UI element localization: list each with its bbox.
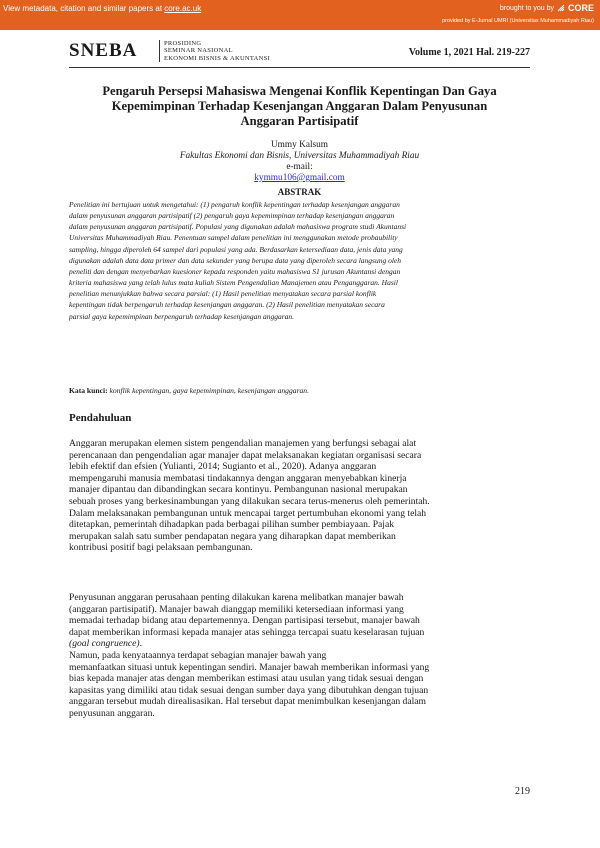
abstract-heading: ABSTRAK xyxy=(277,187,322,197)
section-heading: Pendahuluan xyxy=(69,412,132,424)
email-link[interactable]: kymmu106@gmail.com xyxy=(254,173,345,183)
email-label: e-mail: xyxy=(286,162,313,172)
paragraph-line-rest: Namun, pada kenyataannya terdapat sebagian manajer bawah yang xyxy=(69,649,327,661)
paragraph-line: manajer dipantau dan dibandingkan secara kontinyu. Pembangunan nasional merupakan xyxy=(69,484,408,496)
abstract-text xyxy=(69,199,530,322)
title-line: Anggaran Partisipatif xyxy=(240,114,359,128)
italic-term: (goal congruence) xyxy=(69,638,140,650)
title-line: Kepemimpinan Terhadap Kesenjangan Anggaran Dalam Penyusunan xyxy=(111,99,488,113)
core-metadata-link[interactable]: View metadata, citation and similar papers at core.ac.uk xyxy=(3,4,202,13)
sneba-subtitle xyxy=(159,40,270,62)
paper-title xyxy=(69,84,530,129)
core-brand-name: CORE xyxy=(567,3,594,13)
brought-by-text: brought to you by xyxy=(499,4,554,12)
author-block xyxy=(69,140,530,184)
sneba-sub-line: SEMINAR NASIONAL xyxy=(164,47,233,55)
abstract-line: penelitian menunjukkan bahwa secara parsial: (1) Hasil penelitian menyatakan secara parsial konflik xyxy=(69,289,377,299)
paragraph-line: (anggaran partisipatif). Manajer bawah dianggap memiliki ketersediaan informasi yang xyxy=(69,603,404,615)
paragraph-line: kapasitas yang dimiliki atau tidak sesuai dengan sumber daya yang dibutuhkan dengan tujuan xyxy=(69,684,429,696)
abstract-line: sampling, hingga diperoleh 64 sampel dari populasi yang ada. Berdasarkan ketersediaan data, jenis data yang xyxy=(69,244,403,254)
keywords xyxy=(69,386,530,395)
keywords-label: Kata kunci: xyxy=(69,386,108,395)
abstract-line: parsial gaya kepemimpinan berpengaruh terhadap kesenjangan anggaran. xyxy=(69,311,295,321)
paragraph-line: (goal congruence). Namun, pada kenyataannya terdapat sebagian manajer bawah yang xyxy=(69,638,530,661)
paragraph-line: memanfaatkan situasi untuk kepentingan sendiri. Manajer bawah memberikan informasi yang xyxy=(69,661,430,673)
sneba-sub-line: EKONOMI BISNIS & AKUNTANSI xyxy=(164,54,271,62)
core-banner xyxy=(0,0,600,30)
paragraph-line: bias kepada manajer atas dengan memberikan estimasi atau usulan yang tidak sesuai dengan xyxy=(69,673,424,685)
title-line: Pengaruh Persepsi Mahasiswa Mengenai Konflik Kepentingan Dan Gaya xyxy=(102,84,497,98)
paragraph-line: kontribusi positif bagi pelaksaan pembangunan. xyxy=(69,542,253,554)
abstract-line: kriteria mahasiswa yang telah lulus mata kuliah Sistem Pengendalian Manajemen atau Penganggaran. Hasil xyxy=(69,278,398,288)
paragraph-line: memadai terhadap bidang atau departemennya. Dengan partisipasi tersebut, manajer bawah xyxy=(69,615,420,627)
volume-info: Volume 1, 2021 Hal. 219-227 xyxy=(408,47,530,58)
paragraph-line: mempengaruhi manusia membatasi tindakannya dengan anggaran menyebabkan kinerja xyxy=(69,472,407,484)
sneba-logo: SNEBA xyxy=(69,40,138,61)
paragraph-1 xyxy=(69,438,530,554)
paragraph-line: ditetapkan, pemerintah dihadapkan pada berbagai pilihan sumber pembiayaan. Pajak xyxy=(69,519,395,531)
paragraph-line: Penyusunan anggaran perusahaan penting dilakukan karena melibatkan manajer bawah xyxy=(69,592,404,603)
header-divider xyxy=(69,67,530,68)
abstract-line: peneliti dan dengan menyebarkan kuesioner kepada responden yaitu mahasiswa S1 jurusan Akuntansi dengan xyxy=(69,266,401,276)
paragraph-line: Anggaran merupakan elemen sistem pengendalian manajemen yang berfungsi sebagai alat xyxy=(69,438,417,449)
provided-by-text[interactable]: provided by E-Jurnal UMRI (Universitas Muhammadiyah Riau) xyxy=(442,18,594,24)
abstract-line: kepentingan tidak berpengaruh terhadap kesenjangan anggaran. (2) Hasil penelitian menyatakan secara xyxy=(69,300,385,310)
abstract-line: dalam penyusunan anggaran partisipatif. Populasi yang digunakan adalah mahasiswa program studi Akuntansi xyxy=(69,222,407,232)
paragraph-line: penyusunan anggaran. xyxy=(69,707,155,719)
keywords-list: konflik kepentingan, gaya kepemimpinan, kesenjangan anggaran. xyxy=(107,386,310,395)
abstract-line: digunakan adalah data data primer dan data sekunder yang berupa data yang diperoleh secara langsung oleh xyxy=(69,255,401,265)
sneba-sub-line: PROSIDING xyxy=(164,40,202,47)
paragraph-line: anggaran tersebut mudah direalisasikan. Hal tersebut dapat menimbulkan kesenjangan dalam xyxy=(69,696,426,708)
paragraph-2 xyxy=(69,592,530,720)
paragraph-line: lebih efektif dan efsien (Yulianti, 2014; Sugianto et al., 2020). Adanya anggaran xyxy=(69,461,377,473)
author-affiliation: Fakultas Ekonomi dan Bisnis, Universitas Muhammadiyah Riau xyxy=(179,151,420,161)
author-name: Ummy Kalsum xyxy=(270,140,329,150)
abstract-line: dalam penyusunan anggaran partisipatif (2) pengaruh gaya kepemimpinan terhadap kesenjangan anggaran xyxy=(69,211,395,221)
abstract-line: Penelitian ini bertujuan untuk mengetahui: (1) pengaruh konflik kepentingan terhadap kesenjangan anggaran xyxy=(69,200,400,209)
core-logo-icon xyxy=(557,4,565,12)
paragraph-line: Dalam melaksanakan pembangunan untuk mencapai target pertumbuhan ekonomi yang telah xyxy=(69,507,427,519)
page-number: 219 xyxy=(515,786,530,797)
abstract-line: Universitas Muhammadiyah Riau. Penentuan sampel dalam penelitian ini menggunakan metode probaubility xyxy=(69,233,398,243)
paragraph-line: perencanaan dan pengendalian agar manajer dapat melaksanakan kegiatan organisasi secara xyxy=(69,449,422,461)
core-brand[interactable] xyxy=(500,3,594,13)
paragraph-line: merupakan salah satu sumber pendapatan negara yang diharapkan dapat memberikan xyxy=(69,530,396,542)
core-site-link[interactable]: core.ac.uk xyxy=(164,4,202,13)
paragraph-line: dapat memberikan informasi kepada manajer atas sehingga tercapai suatu keselarasan tujuan xyxy=(69,626,425,638)
author-email-line xyxy=(69,162,530,184)
paragraph-line: sebuah proses yang berkesinambungan yang dilakukan secara terus-menerus oleh pemerintah. xyxy=(69,495,430,507)
